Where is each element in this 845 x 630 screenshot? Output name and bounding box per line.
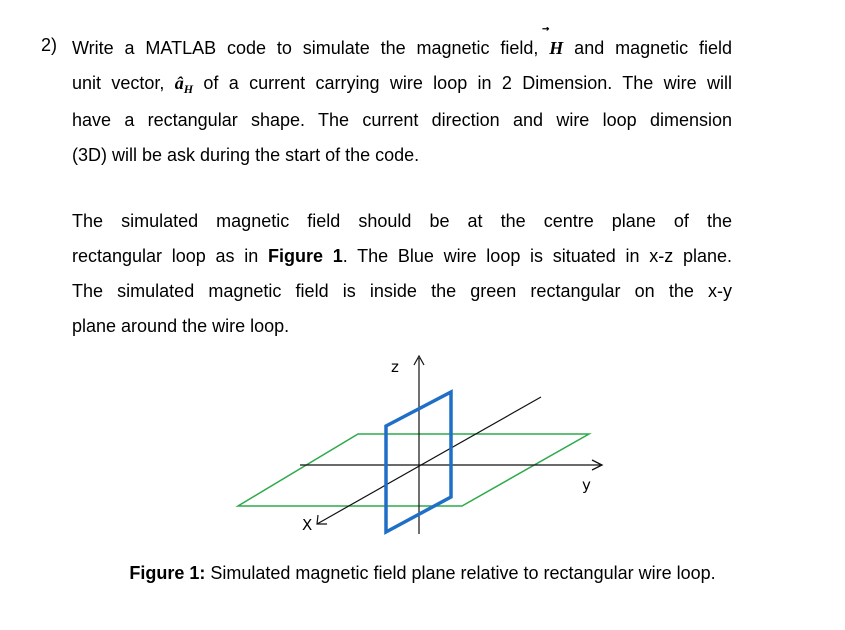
x-axis-line — [317, 397, 541, 524]
unit-vector-symbol: $â_H$ — [174, 73, 194, 96]
p1-line-1: Write a MATLAB code to simulate the magnetic field, H and magnetic field — [72, 31, 732, 66]
p2-line-1: The simulated magnetic field should be at the centre plane of the — [72, 211, 732, 231]
caption-label: Figure 1: — [129, 563, 206, 583]
h-vector-symbol: H — [549, 38, 564, 58]
p2-line-3: The simulated magnetic field is inside the green rectangular on the x-y — [72, 281, 732, 301]
figure-reference: Figure 1 — [267, 246, 343, 266]
figure-caption — [0, 563, 845, 584]
question-paragraph-2 — [72, 204, 732, 344]
question-number: 2) — [41, 35, 58, 55]
green-field-plane — [238, 434, 589, 506]
x-axis-label: X — [302, 516, 313, 534]
loop-figure — [230, 352, 610, 542]
p1-line-4: (3D) will be ask during the start of the code. — [72, 145, 420, 165]
p2-line-4: plane around the wire loop. — [72, 316, 290, 336]
y-axis-label: y — [582, 476, 591, 494]
p2-line-2: rectangular loop as in Figure 1. The Blue wire loop is situated in x-z plane. — [72, 246, 733, 266]
p1-line-3: have a rectangular shape. The current direction and wire loop dimension — [72, 110, 732, 130]
z-axis-label: z — [391, 358, 399, 376]
p1-line-2: unit vector, $â_H$ of a current carrying wire loop in 2 Dimension. The wire will — [72, 73, 732, 96]
question-paragraph-1 — [72, 31, 732, 173]
caption-text: Simulated magnetic field plane relative to rectangular wire loop. — [205, 563, 716, 583]
